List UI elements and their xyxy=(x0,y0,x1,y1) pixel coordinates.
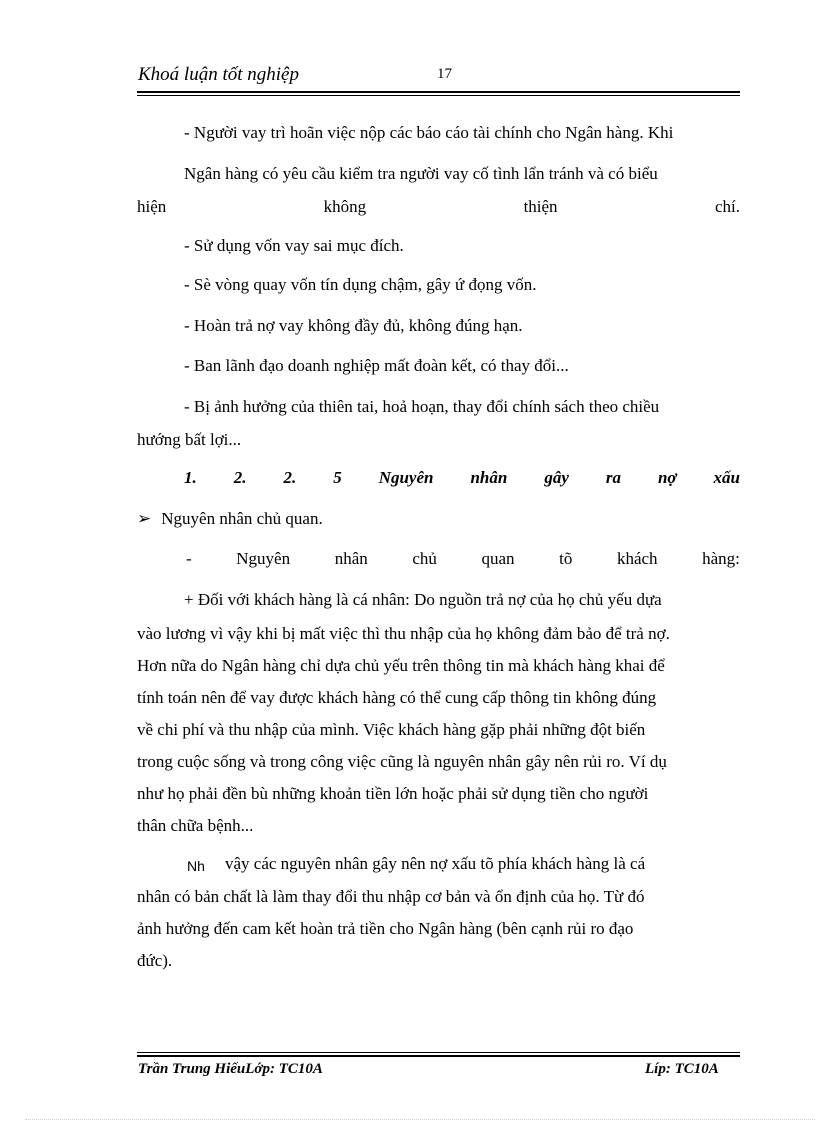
header-title: Khoá luận tốt nghiệp xyxy=(138,64,299,85)
word: hàng: xyxy=(702,549,740,568)
heading-word: ra xyxy=(605,468,621,487)
header-rule-thin xyxy=(137,95,740,96)
paragraph-line: thân chữa bệnh... xyxy=(137,816,254,835)
paragraph-line: vậy các nguyên nhân gây nên nợ xấu tõ phía khách hàng là cá xyxy=(225,854,646,873)
paragraph-fragment: Nh xyxy=(187,858,205,874)
paragraph-line: đức). xyxy=(137,951,173,970)
paragraph-line-spread xyxy=(137,196,740,218)
word: hiện xyxy=(137,197,167,216)
heading-word: 1. xyxy=(184,468,197,487)
footer-rule xyxy=(137,1055,740,1057)
heading-word: Nguyên xyxy=(378,468,434,487)
footer-class: Líp: TC10A xyxy=(645,1061,719,1077)
heading-word: gây xyxy=(544,468,569,487)
page-number: 17 xyxy=(437,66,452,82)
paragraph-line: trong cuộc sống và trong công việc cũng là nguyên nhân gây nên rủi ro. Ví dụ xyxy=(137,752,667,771)
paragraph-line: như họ phải đền bù những khoản tiền lớn hoặc phải sử dụng tiền cho người xyxy=(137,784,649,803)
bullet-line: - Hoàn trả nợ vay không đầy đủ, không đúng hạn. xyxy=(184,316,523,335)
heading-word: nhân xyxy=(470,468,508,487)
paragraph-line: vào lương vì vậy khi bị mất việc thì thu nhập của họ không đảm bảo để trả nợ. xyxy=(137,624,670,643)
paragraph-line: Hơn nữa do Ngân hàng chỉ dựa chủ yếu trên thông tin mà khách hàng khai để xyxy=(137,656,665,675)
heading-word: 5 xyxy=(333,468,342,487)
paragraph-line: nhân có bản chất là làm thay đổi thu nhập cơ bản và ổn định của họ. Từ đó xyxy=(137,887,645,906)
word: khách xyxy=(616,549,658,568)
arrow-bullet-icon: ➢ xyxy=(137,509,152,528)
word: tõ xyxy=(559,549,573,568)
bullet-line: - Bị ảnh hưởng của thiên tai, hoả hoạn, thay đổi chính sách theo chiều xyxy=(184,397,660,416)
paragraph-line: Ngân hàng có yêu cầu kiểm tra người vay cố tình lẩn tránh và có biểu xyxy=(184,164,658,183)
bullet-line: - Ban lãnh đạo doanh nghiệp mất đoàn kết, có thay đổi... xyxy=(184,356,569,375)
word: chủ xyxy=(412,549,437,568)
header-rule xyxy=(137,91,740,93)
paragraph-line: về chi phí và thu nhập của mình. Việc khách hàng gặp phải những đột biến xyxy=(137,720,646,739)
word: không xyxy=(323,197,367,216)
subheading-text: Nguyên nhân chủ quan. xyxy=(161,509,323,528)
word: nhân xyxy=(334,549,368,568)
paragraph-line: tính toán nên để vay được khách hàng có thể cung cấp thông tin không đúng xyxy=(137,688,657,707)
heading-word: nợ xyxy=(657,468,677,487)
section-heading xyxy=(184,467,740,489)
word: Nguyên xyxy=(236,549,291,568)
page-edge xyxy=(25,1119,815,1120)
subheading xyxy=(137,508,740,530)
heading-word: 2. xyxy=(283,468,297,487)
heading-word: 2. xyxy=(233,468,247,487)
word: chí. xyxy=(714,197,740,216)
footer-author: Trần Trung HiếuLớp: TC10A xyxy=(138,1061,323,1077)
paragraph-line: - Người vay trì hoãn việc nộp các báo cáo tài chính cho Ngân hàng. Khi xyxy=(184,123,674,142)
heading-word: xấu xyxy=(713,468,740,487)
footer-rule-thin xyxy=(137,1052,740,1053)
bullet-line: - Sè vòng quay vốn tín dụng chậm, gây ứ đọng vốn. xyxy=(184,275,537,294)
word: quan xyxy=(481,549,515,568)
word: - xyxy=(186,549,192,568)
paragraph-line: ảnh hưởng đến cam kết hoàn trả tiền cho Ngân hàng (bên cạnh rủi ro đạo xyxy=(137,919,634,938)
paragraph-line: + Đối với khách hàng là cá nhân: Do nguồn trả nợ của họ chủ yếu dựa xyxy=(184,590,662,609)
bullet-line: hướng bất lợi... xyxy=(137,430,242,449)
bullet-line: - Sử dụng vốn vay sai mục đích. xyxy=(184,236,404,255)
subheading-spread xyxy=(186,548,740,570)
word: thiện xyxy=(523,197,558,216)
